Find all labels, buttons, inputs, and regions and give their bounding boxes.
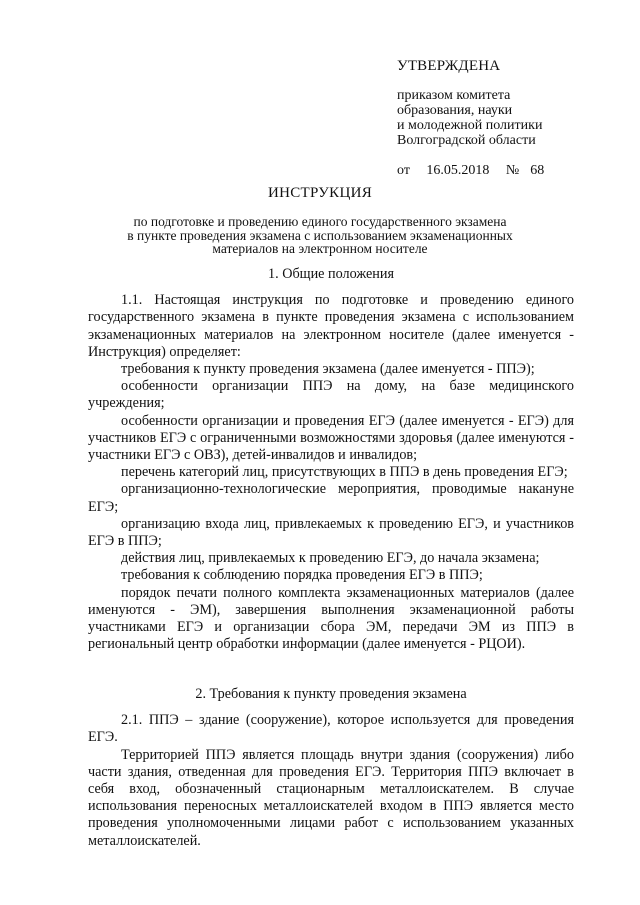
approval-line: и молодежной политики: [397, 118, 543, 133]
document-subtitle: [60, 215, 580, 256]
paragraph: Территорией ППЭ является площадь внутри здания (сооружения) либо части здания, отведенная для проведения ЕГЭ. Территория ППЭ включает в себя вход, обозначенный стационарным металлоискателем. В случае использования переносных металлоискателей входом в ППЭ является место проведения уполномоченными лицами работ с использованием указанных металлоискателей.: [88, 746, 574, 849]
subtitle-line: материалов на электронном носителе: [212, 241, 428, 256]
section-1: [88, 266, 574, 653]
approval-line: образования, науки: [397, 103, 513, 118]
section-2: [88, 686, 574, 850]
paragraph: особенности организации ППЭ на дому, на базе медицинского учреждения;: [88, 378, 574, 412]
subtitle-line: по подготовке и проведению единого государственного экзамена: [133, 214, 507, 229]
approval-line: приказом комитета: [397, 88, 511, 103]
approval-heading: УТВЕРЖДЕНА: [397, 58, 501, 74]
paragraph: порядок печати полного комплекта экзаменационных материалов (далее именуются - ЭМ), завершения выполнения экзаменационной работы участниками ЕГЭ и организации сбора ЭМ, передачи ЭМ из ППЭ в региональный центр обработки информации (далее именуется - РЦОИ).: [88, 584, 574, 653]
paragraph: особенности организации и проведения ЕГЭ (далее именуется - ЕГЭ) для участников ЕГЭ с ограниченными возможностями здоровья (далее именуются - участники ЕГЭ с ОВЗ), детей-инвалидов и инвалидов;: [88, 412, 574, 464]
approval-line: Волгоградской области: [397, 133, 536, 148]
section-heading: 2. Требования к пункту проведения экзамена: [195, 686, 467, 702]
approval-date-number: от 16.05.2018 № 68: [397, 163, 545, 178]
paragraph: 2.1. ППЭ – здание (сооружение), которое используется для проведения ЕГЭ.: [88, 712, 574, 746]
paragraph: действия лиц, привлекаемых к проведению ЕГЭ, до начала экзамена;: [121, 550, 540, 567]
paragraph: организационно-технологические мероприятия, проводимые накануне ЕГЭ;: [88, 481, 574, 515]
paragraph: требования к соблюдению порядка проведения ЕГЭ в ППЭ;: [121, 567, 483, 584]
paragraph: организацию входа лиц, привлекаемых к проведению ЕГЭ, и участников ЕГЭ в ППЭ;: [88, 515, 574, 550]
subtitle-line: в пункте проведения экзамена с использованием экзаменационных: [127, 227, 513, 243]
paragraph: требования к пункту проведения экзамена (далее именуется - ППЭ);: [121, 361, 535, 378]
paragraph: 1.1. Настоящая инструкция по подготовке и проведению единого государственного экзамена в пункте проведения экзамена с использованием экзаменационных материалов на электронном носителе (далее именуется - Инструкция) определяет:: [88, 292, 574, 360]
paragraph: перечень категорий лиц, присутствующих в ППЭ в день проведения ЕГЭ;: [121, 464, 568, 481]
section-heading: 1. Общие положения: [268, 266, 394, 282]
document-title: ИНСТРУКЦИЯ: [267, 185, 373, 201]
approval-block: [397, 58, 627, 179]
